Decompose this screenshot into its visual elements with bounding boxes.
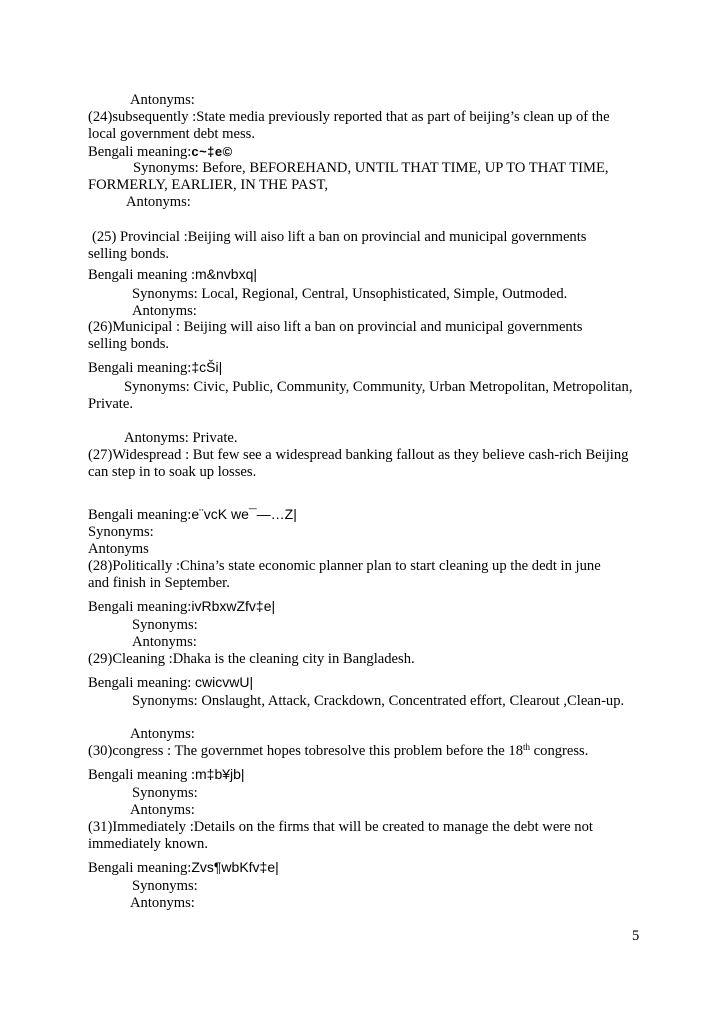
page-number: 5 [632,928,640,944]
e24-line2: local government debt mess. [88,126,255,142]
bengali-label: Bengali meaning: [88,144,192,160]
e24-syn2: FORMERLY, EARLIER, IN THE PAST, [88,177,329,193]
bengali-value: ivRbxwZfv‡e| [191,598,276,614]
e29-antonyms: Antonyms: [130,726,195,742]
e31-line2: immediately known. [88,836,208,852]
e24-antonyms: Antonyms: [126,194,191,210]
e24-syn1: Synonyms: Before, BEFOREHAND, UNTIL THAT TIME, UP TO THAT TIME, [133,160,609,176]
bengali-label: Bengali meaning : [88,267,195,283]
e30-antonyms: Antonyms: [130,802,195,818]
e27-line1: (27)Widespread : But few see a widespread banking fallout as they believe cash-rich Beijing [88,447,629,463]
e23-antonyms: Antonyms: [130,92,195,108]
e24-line1: (24)subsequently :State media previously reported that as part of beijing’s clean up of the [88,109,610,125]
e29-bengali [88,674,253,692]
e30-synonyms: Synonyms: [132,785,198,801]
bengali-label: Bengali meaning : [88,767,195,783]
e30-line1 [88,743,588,760]
e26-syn2: Private. [88,396,133,412]
e25-bengali [88,266,257,284]
e24-bengali [88,143,233,161]
e29-synonyms: Synonyms: Onslaught, Attack, Crackdown, Concentrated effort, Clearout ,Clean-up. [132,693,625,709]
bengali-value: cwicvwU| [195,674,254,690]
e27-antonyms: Antonyms [88,541,149,557]
bengali-label: Bengali meaning: [88,599,192,615]
bengali-label: Bengali meaning: [88,360,192,376]
e28-synonyms: Synonyms: [132,617,198,633]
e26-syn1: Synonyms: Civic, Public, Community, Community, Urban Metropolitan, Metropolitan, [124,379,633,395]
e27-bengali [88,506,297,524]
bengali-value: m‡b¥jb| [195,766,245,782]
e25-antonyms: Antonyms: [132,303,197,319]
bengali-label: Bengali meaning: [88,507,192,523]
e30-text-b: congress. [530,743,589,759]
e30-superscript: th [523,742,531,752]
bengali-value: ‡cŠi| [191,359,223,375]
e25-line1: (25) Provincial :Beijing will aiso lift a ban on provincial and municipal governments [92,229,587,245]
e30-text-a: (30)congress : The governmet hopes tobresolve this problem before the 18 [88,743,523,759]
e30-bengali [88,766,245,784]
bengali-value: c~‡e© [191,144,233,159]
e27-synonyms: Synonyms: [88,524,154,540]
e29-line1: (29)Cleaning :Dhaka is the cleaning city in Bangladesh. [88,651,415,667]
e26-antonyms: Antonyms: Private. [124,430,238,446]
e25-line2: selling bonds. [88,246,170,262]
bengali-value: m&nvbxq| [195,266,257,282]
e28-line1: (28)Politically :China’s state economic planner plan to start cleaning up the dedt in june [88,558,601,574]
bengali-label: Bengali meaning: [88,675,195,691]
bengali-value: Zvs¶wbKfv‡e| [191,859,279,875]
e31-bengali [88,859,279,877]
e26-line2: selling bonds. [88,336,170,352]
e26-bengali [88,359,222,377]
e31-antonyms: Antonyms: [130,895,195,911]
e28-antonyms: Antonyms: [132,634,197,650]
e31-line1: (31)Immediately :Details on the firms that will be created to manage the debt were not [88,819,593,835]
bengali-value: e¨vcK we¯—…Z| [191,506,297,522]
e28-line2: and finish in September. [88,575,230,591]
e25-synonyms: Synonyms: Local, Regional, Central, Unsophisticated, Simple, Outmoded. [132,286,568,302]
e26-line1: (26)Municipal : Beijing will aiso lift a ban on provincial and municipal governments [88,319,583,335]
e31-synonyms: Synonyms: [132,878,198,894]
bengali-label: Bengali meaning: [88,860,192,876]
e27-line2: can step in to soak up losses. [88,464,257,480]
e28-bengali [88,598,275,616]
